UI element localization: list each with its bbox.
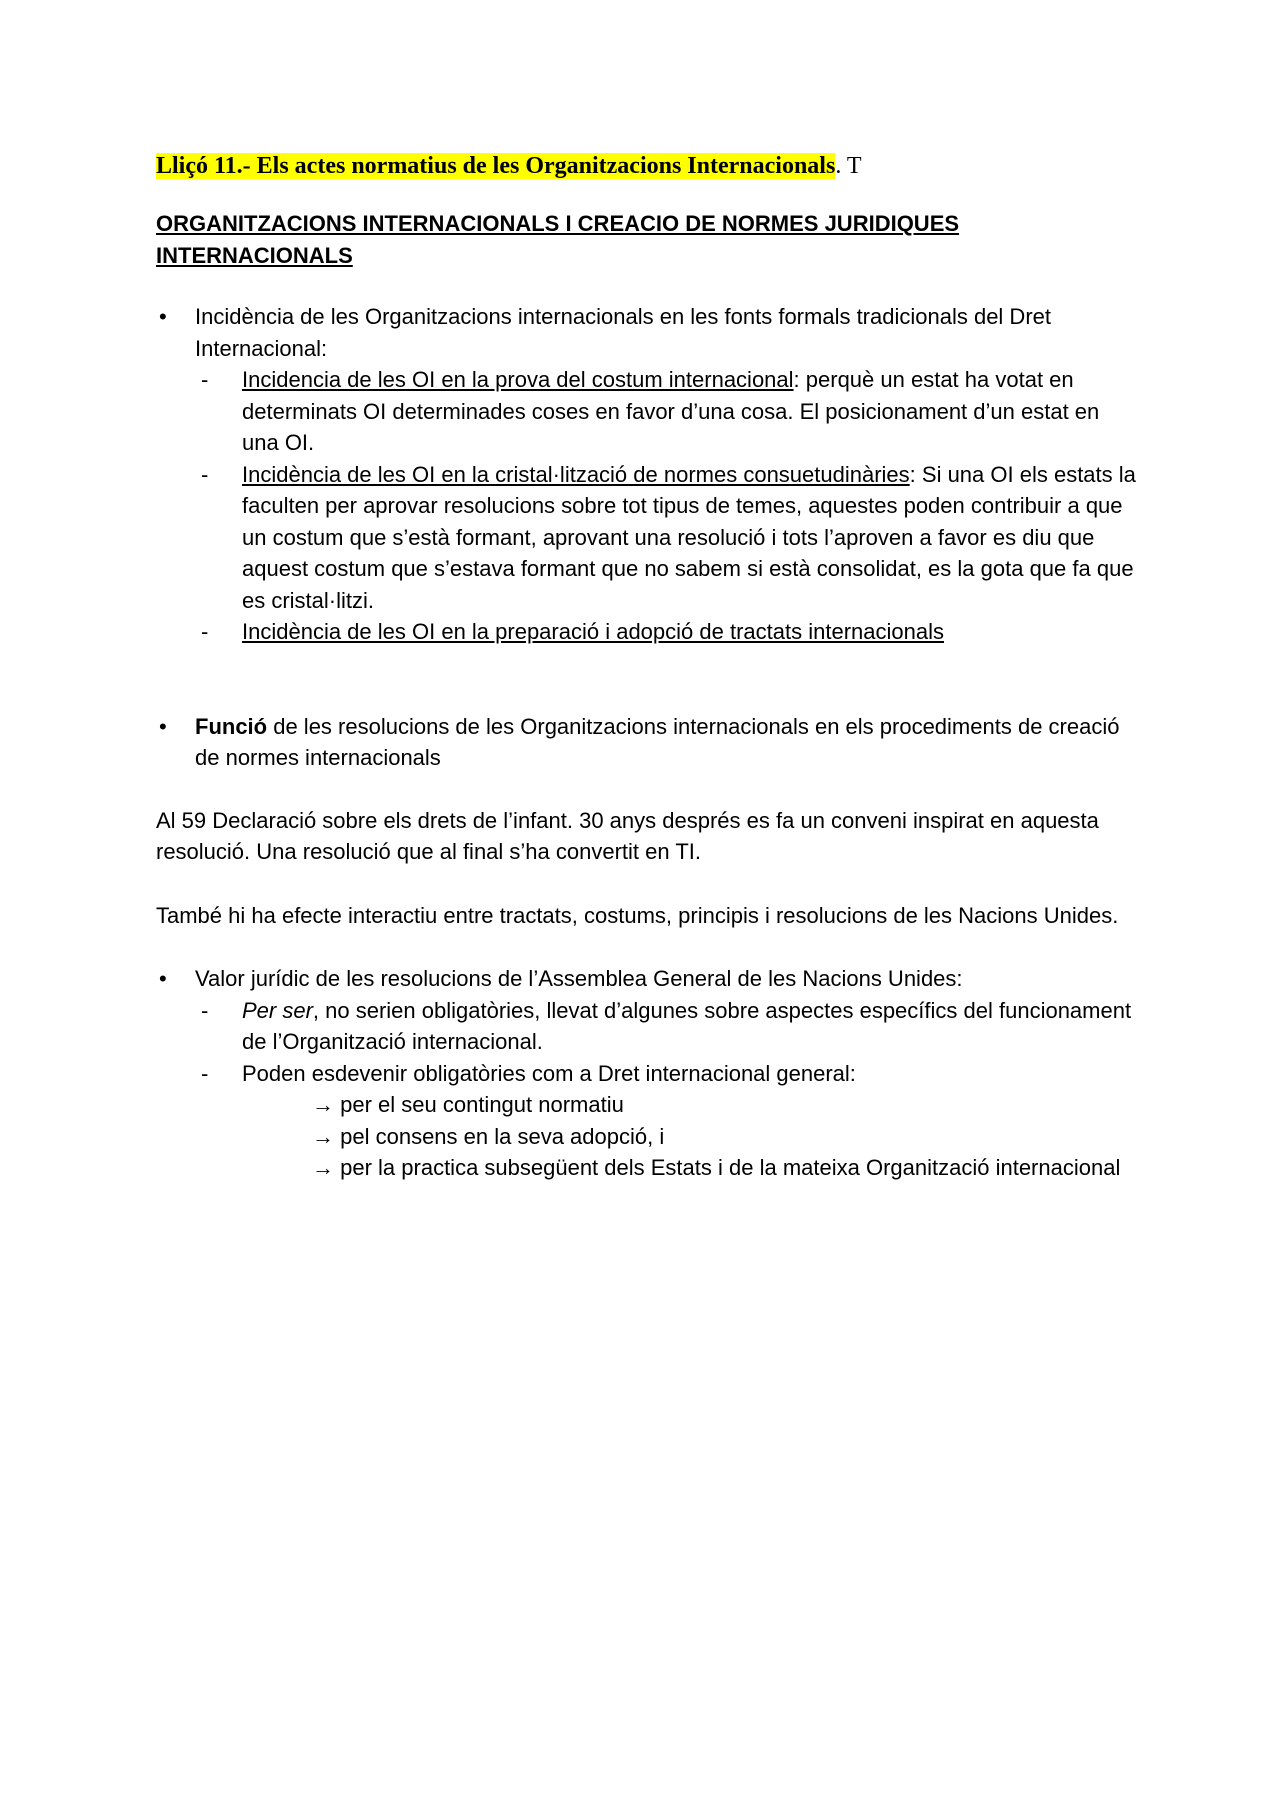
arrow-item-text: per el seu contingut normatiu (340, 1092, 624, 1117)
bullet-icon: • (159, 304, 167, 329)
dash-icon: - (201, 1060, 209, 1086)
dash-item (156, 995, 1136, 1058)
bullet-item-legal-value (156, 963, 1136, 995)
arrow-item (156, 1089, 1136, 1121)
arrow-icon: → (312, 1123, 334, 1149)
arrow-icon: → (312, 1092, 334, 1117)
dash-item-underlined: Incidència de les OI en la cristal·lització de normes consuetudinàries (242, 461, 910, 487)
title-suffix: . T (835, 153, 862, 179)
bullet-bold: Funció (195, 713, 268, 739)
dash-item-underlined: Incidència de les OI en la preparació i adopció de tractats internacionals (242, 619, 944, 644)
dash-item-underlined: Incidencia de les OI en la prova del costum internacional (242, 367, 794, 392)
dash-item-text: : Si una OI els estats la faculten per aprovar resolucions sobre tot tipus de temes, aquestes poden contribuir a que un costum que s’està formant, aprovant una resolució i tots l’aproven a favor es diu que aquest costum que s’estava formant que no sabem si està consolidat, es la gota que fa que es cristal·litzi. (242, 461, 1136, 613)
lesson-title (156, 150, 1136, 182)
bullet-item-incidence (156, 301, 1136, 364)
dash-icon: - (201, 619, 209, 644)
spacer (156, 774, 1136, 805)
paragraph-interaction: També hi ha efecte interactiu entre tractats, costums, principis i resolucions de les Nacions Unides. (156, 902, 1119, 928)
arrow-item (156, 1121, 1136, 1153)
spacer (156, 648, 1136, 711)
spacer (156, 931, 1136, 963)
section-heading: ORGANITZACIONS INTERNACIONALS I CREACIO DE NORMES JURIDIQUES INTERNACIONALS (156, 211, 960, 268)
spacer (156, 868, 1136, 900)
dash-item-text: : perquè un estat ha votat en determinats OI determinades coses en favor d’una cosa. El posicionament d’un estat en una OI. (242, 367, 1100, 455)
dash-item (156, 459, 1136, 617)
arrow-item-text: per la practica subsegüent dels Estats i de la mateixa Organització internacional (340, 1155, 1121, 1180)
dash-item-italic: Per ser (242, 997, 313, 1023)
dash-icon: - (201, 997, 209, 1023)
dash-icon: - (201, 461, 209, 487)
bullet-text: Valor jurídic de les resolucions de l’Assemblea General de les Nacions Unides: (195, 966, 963, 991)
dash-item (156, 616, 1136, 648)
arrow-item (156, 1152, 1136, 1184)
dash-icon: - (201, 367, 209, 392)
bullet-text: Incidència de les Organitzacions internacionals en les fonts formals tradicionals del Dret Internacional: (195, 304, 1051, 361)
arrow-item-text: pel consens en la seva adopció, i (340, 1123, 665, 1149)
document-page (156, 150, 1136, 1184)
bullet-icon: • (159, 966, 167, 991)
dash-item-text: , no serien obligatòries, llevat d’algunes sobre aspectes específics del funcionament de l’Organització internacional. (242, 997, 1132, 1054)
bullet-item-function (156, 711, 1136, 774)
arrow-icon: → (312, 1155, 334, 1180)
dash-item-text: Poden esdevenir obligatòries com a Dret internacional general: (242, 1060, 856, 1086)
bullet-icon: • (159, 713, 167, 739)
title-highlighted: Lliçó 11.- Els actes normatius de les Organitzacions Internacionals (156, 153, 836, 179)
dash-item (156, 364, 1136, 459)
dash-item (156, 1058, 1136, 1090)
paragraph-declaration: Al 59 Declaració sobre els drets de l’infant. 30 anys després es fa un conveni inspirat en aquesta resolució. Una resolució que al final s’ha convertit en TI. (156, 807, 1099, 864)
bullet-text: de les resolucions de les Organitzacions internacionals en els procediments de creació de normes internacionals (195, 713, 1120, 770)
